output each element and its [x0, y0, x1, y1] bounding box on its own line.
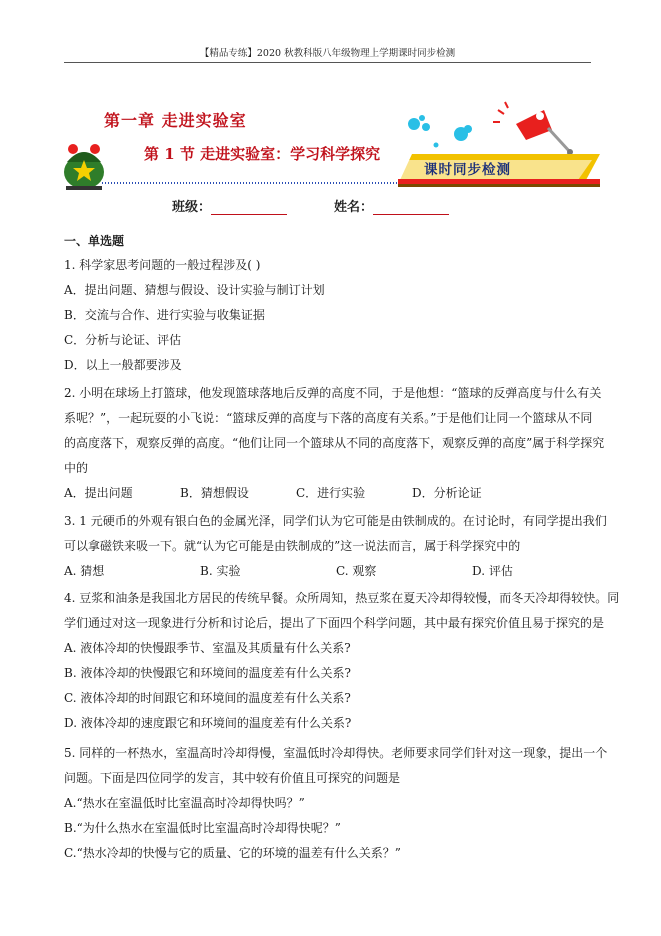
class-label: 班级： — [172, 200, 212, 215]
option-c[interactable]: C. 液体冷却的时间跟它和环境间的温度差有什么关系? — [64, 691, 351, 705]
option-b[interactable]: B．交流与合作、进行实验与收集证据 — [64, 308, 265, 322]
option-c[interactable]: C.“热水冷却的快慢与它的质量、它的环境的温差有什么关系？” — [64, 846, 401, 860]
option-b[interactable]: B．猜想假设 — [180, 486, 249, 500]
question-2 — [64, 381, 605, 506]
question-5 — [64, 741, 608, 866]
option-d[interactable]: D. 评估 — [472, 564, 513, 578]
page-header: 【精品专练】2020 秋教科版八年级物理上学期课时同步检测 — [64, 46, 591, 63]
option-b[interactable]: B. 液体冷却的快慢跟它和环境间的温度差有什么关系? — [64, 666, 351, 680]
option-b[interactable]: B. 实验 — [200, 564, 241, 578]
question-stem: 3. 1 元硬币的外观有银白色的金属光泽，同学们认为它可能是由铁制成的。在讨论时，有同学提出我们 — [64, 514, 607, 528]
class-field — [172, 196, 287, 215]
section-title: 第 1 节 走进实验室：学习科学探究 — [144, 145, 381, 163]
question-stem: 4. 豆浆和油条是我国北方居民的传统早餐。众所周知，热豆浆在夏天冷却得较慢，而冬天冷却得较快。同 — [64, 591, 620, 605]
question-stem: 问题。下面是四位同学的发言，其中较有价值且可探究的问题是 — [64, 771, 401, 785]
option-b[interactable]: B.“为什么热水在室温低时比室温高时冷却得快呢？” — [64, 821, 341, 835]
option-a[interactable]: A.“热水在室温低时比室温高时冷却得快吗？” — [64, 796, 305, 810]
question-3 — [64, 509, 607, 584]
bubbles-icon — [408, 115, 472, 148]
question-4 — [64, 586, 620, 736]
option-a[interactable]: A．提出问题、猜想与假设、设计实验与制订计划 — [64, 283, 325, 297]
option-c[interactable]: C．分析与论证、评估 — [64, 333, 182, 347]
question-1 — [64, 253, 598, 378]
mascot-icon — [64, 144, 104, 190]
question-stem: 中的 — [64, 461, 89, 475]
option-a[interactable]: A. 猜想 — [64, 564, 105, 578]
option-row — [64, 559, 598, 584]
section-heading: 一、单选题 — [64, 234, 125, 248]
question-stem: 系呢？”，一起玩耍的小飞说：“篮球反弹的高度与下落的高度有关系。”于是他们让同一个篮球从不同 — [64, 411, 593, 425]
question-stem: 5. 同样的一杯热水，室温高时冷却得慢，室温低时冷却得快。老师要求同学们针对这一现象，提出一个 — [64, 746, 608, 760]
option-d[interactable]: D. 液体冷却的速度跟它和环境间的温度差有什么关系? — [64, 716, 352, 730]
option-d[interactable]: D．分析论证 — [412, 486, 482, 500]
question-stem: 2. 小明在球场上打篮球，他发现篮球落地后反弹的高度不同，于是他想：“篮球的反弹高度与什么有关 — [64, 386, 602, 400]
question-stem: 学们通过对这一现象进行分析和讨论后，提出了下面四个科学问题，其中最有探究价值且易于探究的是 — [64, 616, 605, 630]
name-blank[interactable] — [373, 201, 449, 215]
chapter-title: 第一章 走进实验室 — [104, 111, 247, 130]
option-row — [64, 481, 598, 506]
option-d[interactable]: D．以上一般都要涉及 — [64, 358, 182, 372]
question-stem: 1. 科学家思考问题的一般过程涉及( ) — [64, 258, 261, 272]
option-c[interactable]: C. 观察 — [336, 564, 377, 578]
question-stem: 的高度落下，观察反弹的高度。“他们让同一个篮球从不同的高度落下，观察反弹的高度”属于科学探究 — [64, 436, 605, 450]
banner-stamp: 课时同步检测 — [424, 162, 511, 178]
class-blank[interactable] — [211, 201, 287, 215]
question-stem: 可以拿磁铁来吸一下。就“认为它可能是由铁制成的”这一说法而言，属于科学探究中的 — [64, 539, 521, 553]
option-a[interactable]: A. 液体冷却的快慢跟季节、室温及其质量有什么关系? — [64, 641, 351, 655]
name-field — [334, 196, 449, 215]
option-a[interactable]: A．提出问题 — [64, 486, 133, 500]
name-label: 姓名： — [334, 200, 374, 215]
option-c[interactable]: C．进行实验 — [296, 486, 366, 500]
